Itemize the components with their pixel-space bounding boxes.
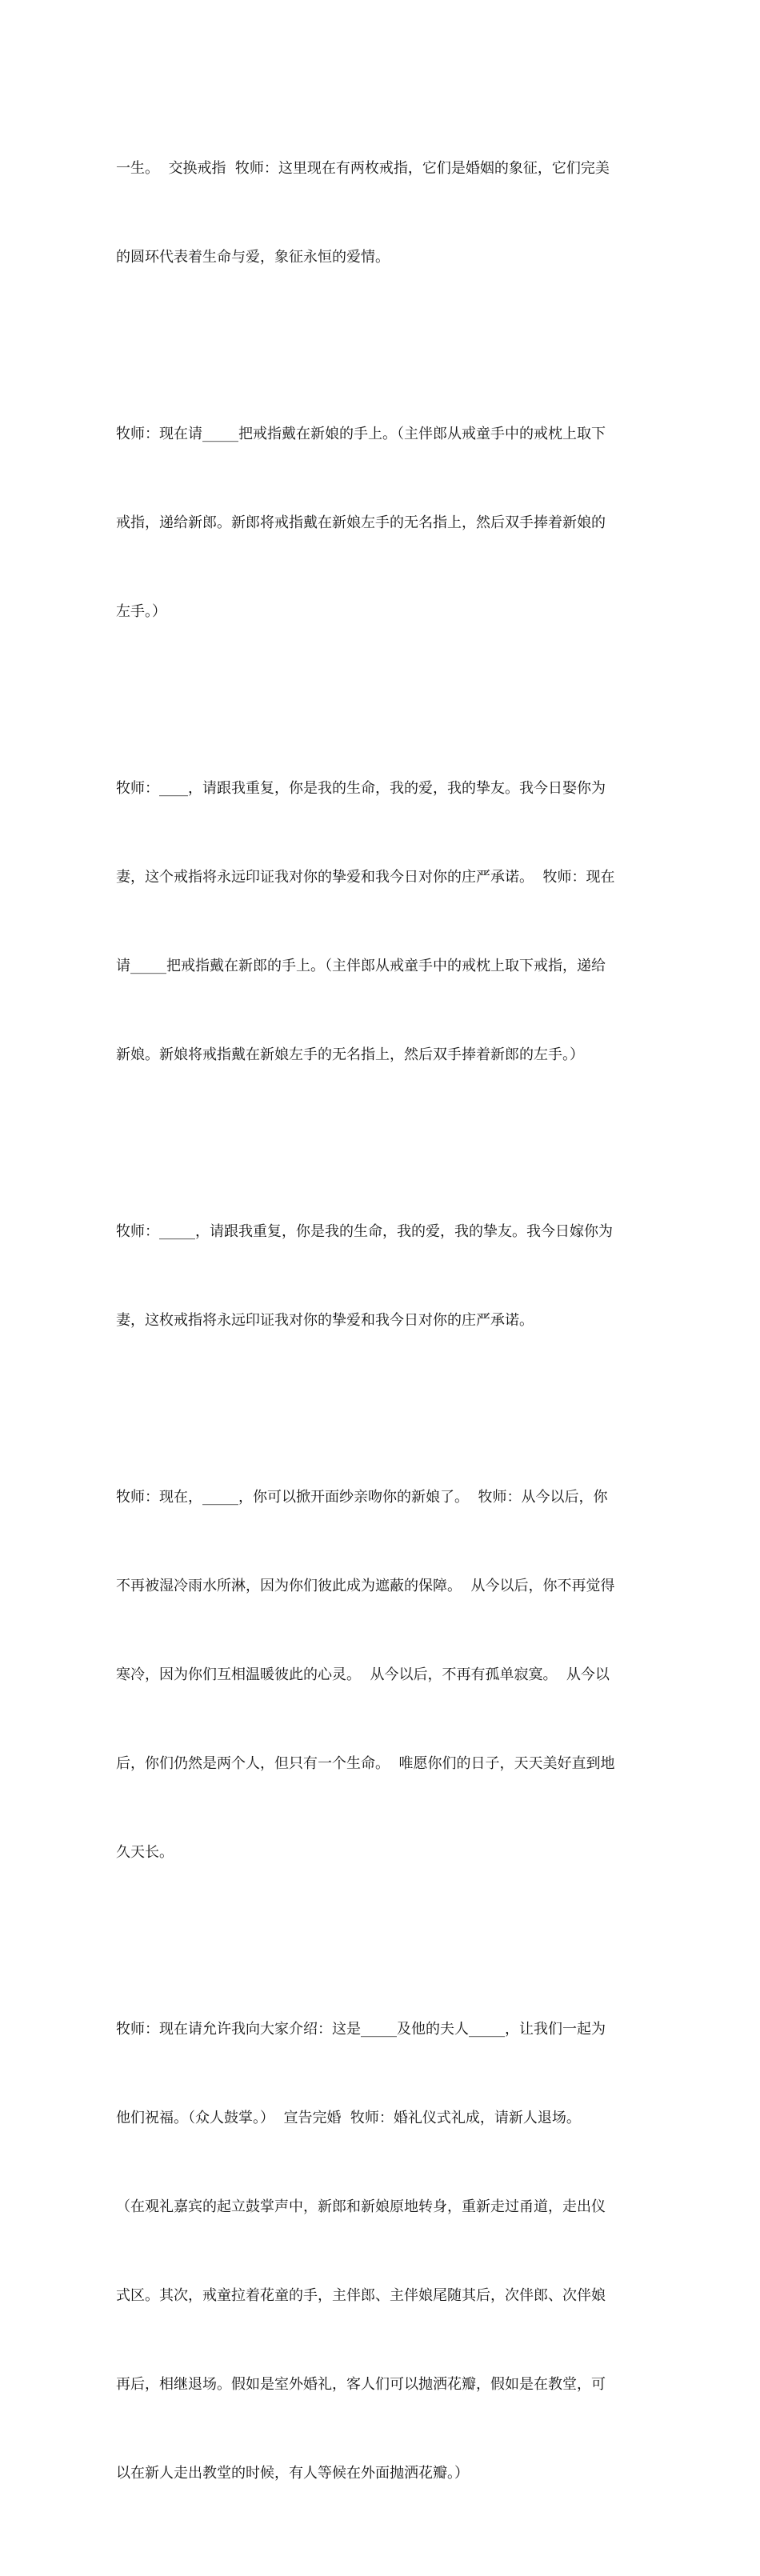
paragraph-blessing — [116, 1423, 647, 1926]
text-line: 式区。其次，戒童拉着花童的手，主伴郎、主伴娘尾随其后，次伴郎、次伴娘 — [116, 2287, 606, 2304]
text-line: 牧师：现在请_____把戒指戴在新娘的手上。（主伴郎从戒童手中的戒枕上取下 — [116, 426, 606, 442]
text-line: 左手。） — [116, 603, 166, 620]
paragraph-announcement-recessional — [116, 1955, 647, 2547]
paragraph-bride-vow — [116, 1158, 647, 1394]
text-line: 后，你们仍然是两个人，但只有一个生命。 唯愿你们的日子，天天美好直到地 — [116, 1755, 615, 1772]
text-line: 牧师：现在请允许我向大家介绍：这是_____及他的夫人_____，让我们一起为 — [116, 2021, 606, 2038]
paragraph-groom-ring — [116, 360, 647, 686]
text-line: 妻，这个戒指将永远印证我对你的挚爱和我今日对你的庄严承诺。 牧师：现在 — [116, 869, 615, 886]
text-line: 再后，相继退场。假如是室外婚礼，客人们可以抛洒花瓣，假如是在教堂，可 — [116, 2376, 606, 2393]
text-line: 新娘。新娘将戒指戴在新娘左手的无名指上，然后双手捧着新郎的左手。） — [116, 1046, 584, 1063]
text-line: 牧师：____，请跟我重复，你是我的生命，我的爱，我的挚友。我今日娶你为 — [116, 780, 606, 797]
text-line: 戒指，递给新郎。新郎将戒指戴在新娘左手的无名指上，然后双手捧着新娘的 — [116, 514, 606, 531]
text-line: 牧师：_____，请跟我重复，你是我的生命，我的爱，我的挚友。我今日嫁你为 — [116, 1223, 613, 1240]
text-line: 久天长。 — [116, 1844, 174, 1861]
text-line: 他们祝福。（众人鼓掌。） 宣告完婚 牧师：婚礼仪式礼成，请新人退场。 — [116, 2110, 581, 2126]
text-line: 一生。 交换戒指 牧师：这里现在有两枚戒指，它们是婚姻的象征，它们完美 — [116, 160, 610, 177]
paragraph-groom-vow — [116, 714, 647, 1129]
text-line: 寒冷，因为你们互相温暖彼此的心灵。 从今以后，不再有孤单寂寞。 从今以 — [116, 1666, 610, 1683]
text-line: （在观礼嘉宾的起立鼓掌声中，新郎和新娘原地转身，重新走过甬道，走出仪 — [116, 2198, 606, 2215]
text-line: 妻，这枚戒指将永远印证我对你的挚爱和我今日对你的庄严承诺。 — [116, 1312, 534, 1329]
text-line: 的圆环代表着生命与爱，象征永恒的爱情。 — [116, 249, 390, 266]
text-line: 不再被湿冷雨水所淋，因为你们彼此成为遮蔽的保障。 从今以后，你不再觉得 — [116, 1578, 615, 1594]
text-line: 牧师：现在，_____，你可以掀开面纱亲吻你的新娘了。 牧师：从今以后，你 — [116, 1489, 608, 1506]
text-line: 以在新人走出教堂的时候，有人等候在外面抛洒花瓣。） — [116, 2465, 469, 2482]
paragraph-ring-exchange-intro — [116, 94, 647, 331]
document-page — [116, 94, 647, 2576]
text-line: 请_____把戒指戴在新郎的手上。（主伴郎从戒童手中的戒枕上取下戒指，递给 — [116, 958, 606, 974]
